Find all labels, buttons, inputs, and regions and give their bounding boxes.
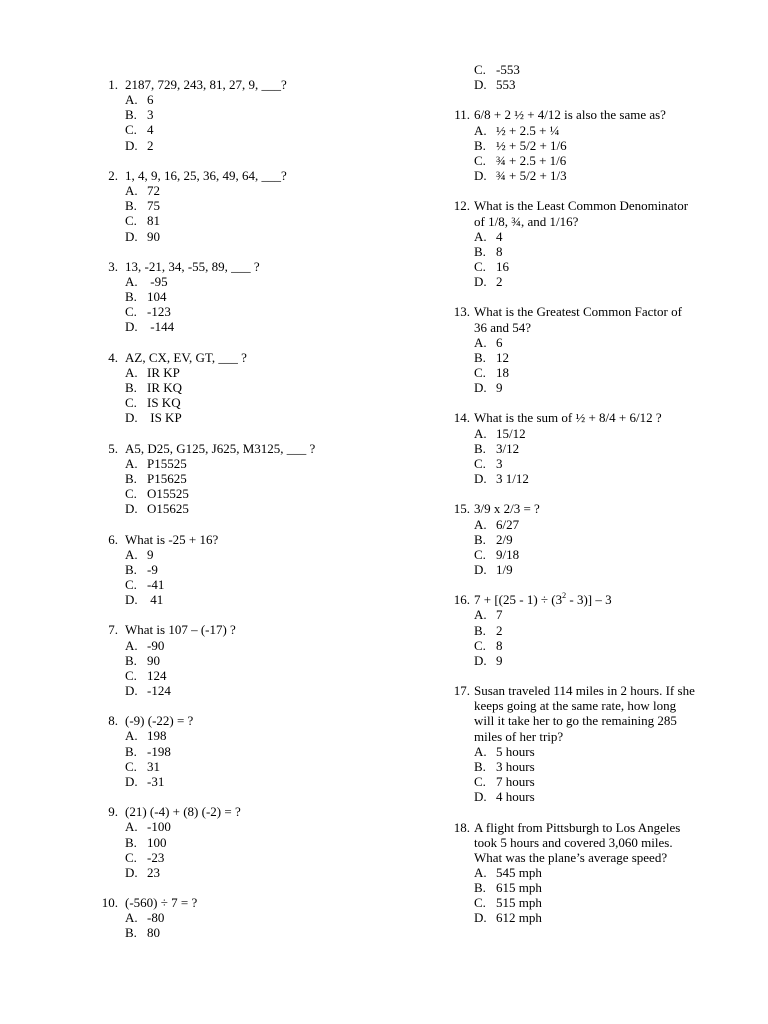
option-text: 3/12	[496, 440, 520, 456]
option-letter: A.	[125, 546, 138, 562]
option-letter: B.	[474, 531, 486, 547]
option-text: -198	[147, 743, 171, 759]
option-text: 515 mph	[496, 895, 542, 911]
option-letter: A.	[474, 334, 487, 350]
option-letter: B.	[474, 440, 486, 456]
option-text: IR KQ	[147, 380, 183, 395]
option-text: 80	[147, 925, 160, 941]
option-letter: D.	[474, 910, 487, 926]
option-letter: B.	[125, 289, 137, 305]
question-text: of 1/8, ¾, and 1/16?	[474, 213, 579, 229]
question-number: 12.	[453, 198, 470, 214]
option-letter: B.	[125, 834, 137, 850]
option-letter: C.	[125, 395, 137, 411]
question-text: 36 and 54?	[474, 319, 532, 335]
option-text: 2	[496, 622, 503, 638]
option-letter: D.	[474, 789, 487, 805]
option-text: ¾ + 5/2 + 1/3	[496, 168, 567, 184]
option-text: 2	[496, 274, 503, 290]
question-number: 18.	[453, 819, 470, 835]
option-text: 90	[147, 228, 160, 244]
option-text: 3	[147, 107, 154, 123]
option-text: 6	[496, 334, 503, 350]
option-letter: C.	[474, 152, 486, 168]
option-letter: D.	[125, 683, 138, 698]
option-letter: A.	[474, 516, 487, 532]
question-text: 3/9 x 2/3 = ?	[474, 501, 540, 517]
option-text: 4	[147, 122, 154, 138]
option-letter: A.	[474, 228, 487, 244]
option-text: 9	[496, 380, 503, 396]
option-letter: A.	[125, 910, 138, 926]
option-letter: A.	[125, 728, 138, 744]
option-letter: A.	[125, 273, 138, 289]
option-text: -553	[496, 62, 520, 77]
question-text: took 5 hours and covered 3,060 miles.	[474, 834, 673, 850]
option-text: 7	[496, 607, 503, 623]
question-text: Susan traveled 114 miles in 2 hours. If she	[474, 683, 695, 699]
option-letter: B.	[125, 380, 137, 395]
option-text: 23	[147, 864, 160, 880]
question-text: 1, 4, 9, 16, 25, 36, 49, 64, ___?	[125, 167, 287, 183]
question-number: 9.	[108, 804, 118, 820]
option-text: 2/9	[496, 531, 513, 547]
question-text: keeps going at the same rate, how long	[474, 698, 677, 714]
option-letter: C.	[474, 637, 486, 653]
option-letter: C.	[125, 304, 137, 320]
option-letter: C.	[474, 895, 486, 911]
option-letter: A.	[125, 455, 138, 471]
option-letter: C.	[474, 258, 486, 274]
option-letter: D.	[474, 274, 487, 290]
option-letter: D.	[125, 410, 138, 426]
question-text: What is the sum of ½ + 8/4 + 6/12 ?	[474, 410, 662, 426]
question-number: 16.	[453, 592, 470, 608]
option-text: 3 hours	[496, 758, 535, 774]
option-letter: D.	[125, 137, 138, 153]
option-text: IR KP	[147, 364, 180, 380]
option-text: 5 hours	[496, 743, 535, 759]
option-letter: B.	[474, 137, 486, 153]
option-text: O15525	[147, 486, 189, 502]
option-letter: D.	[474, 561, 487, 577]
option-text: -31	[147, 773, 165, 789]
option-text: 9	[496, 652, 503, 668]
option-text: 31	[147, 758, 160, 774]
option-letter: C.	[125, 486, 137, 502]
question-text: A5, D25, G125, J625, M3125, ___ ?	[125, 440, 316, 456]
option-text: 4	[496, 228, 503, 244]
question-number: 7.	[108, 622, 118, 638]
option-letter: C.	[474, 62, 486, 77]
option-text: ¾ + 2.5 + 1/6	[496, 152, 567, 168]
option-letter: A.	[125, 364, 138, 380]
option-letter: D.	[474, 380, 487, 396]
question-number: 13.	[453, 304, 470, 320]
option-text: 1/9	[496, 561, 513, 577]
option-text: 6	[147, 92, 154, 108]
question-text: (-560) ÷ 7 = ?	[125, 895, 198, 911]
question-number: 14.	[453, 410, 470, 426]
option-letter: B.	[125, 561, 137, 577]
option-letter: C.	[125, 213, 137, 229]
option-text: IS KP	[147, 410, 182, 426]
option-letter: D.	[474, 168, 487, 184]
option-letter: D.	[474, 471, 487, 487]
option-letter: D.	[125, 228, 138, 244]
question-text: $7 + [(25 - 1) \div (3^2 - 3)] - 3$	[474, 590, 612, 608]
option-text: 16	[496, 258, 509, 274]
question-number: 4.	[108, 349, 118, 365]
option-letter: D.	[125, 773, 138, 789]
option-text: P15525	[147, 455, 187, 471]
option-letter: A.	[474, 425, 487, 441]
option-letter: B.	[125, 470, 137, 486]
question-number: 2.	[108, 167, 118, 183]
question-number: 6.	[108, 531, 118, 547]
option-text: -80	[147, 910, 165, 926]
question-text: miles of her trip?	[474, 728, 564, 744]
option-text: 3 1/12	[496, 471, 529, 487]
option-text: 4 hours	[496, 789, 535, 805]
option-text: 612 mph	[496, 910, 542, 926]
option-letter: D.	[125, 592, 138, 608]
option-letter: C.	[125, 667, 137, 683]
option-letter: A.	[474, 864, 487, 880]
question-text: 13, -21, 34, -55, 89, ___ ?	[125, 258, 260, 274]
option-text: 104	[147, 289, 167, 305]
option-text: -23	[147, 849, 165, 865]
option-letter: B.	[125, 107, 137, 123]
question-number: 10.	[101, 895, 118, 911]
option-letter: C.	[125, 758, 137, 774]
option-letter: B.	[474, 758, 486, 774]
option-text: 100	[147, 834, 167, 850]
option-text: 9/18	[496, 546, 520, 562]
option-text: -123	[147, 304, 171, 320]
question-number: 3.	[108, 258, 118, 274]
option-text: 8	[496, 637, 503, 653]
option-text: ½ + 2.5 + ¼	[496, 122, 560, 138]
option-text: 7 hours	[496, 774, 535, 790]
option-letter: A.	[474, 743, 487, 759]
option-text: 124	[147, 667, 167, 683]
option-letter: A.	[125, 819, 138, 835]
question-text: What is -25 + 16?	[125, 531, 219, 547]
option-text: -144	[147, 319, 175, 335]
option-text: 15/12	[496, 425, 526, 441]
option-text: -41	[147, 576, 165, 592]
option-text: P15625	[147, 470, 187, 486]
option-text: 9	[147, 546, 154, 562]
option-text: 90	[147, 652, 160, 668]
option-text: ½ + 5/2 + 1/6	[496, 137, 567, 153]
option-letter: B.	[125, 743, 137, 759]
option-text: 75	[147, 198, 160, 214]
option-letter: A.	[474, 122, 487, 138]
question-text: What is the Greatest Common Factor of	[474, 304, 682, 320]
option-text: 553	[496, 77, 516, 93]
option-letter: B.	[474, 622, 486, 638]
option-letter: D.	[125, 319, 138, 335]
question-text: 6/8 + 2 ½ + 4/12 is also the same as?	[474, 107, 666, 123]
question-number: 17.	[453, 683, 470, 699]
question-text: What is 107 – (-17) ?	[125, 622, 236, 638]
option-text: IS KQ	[147, 395, 181, 411]
option-letter: A.	[125, 637, 138, 653]
option-letter: B.	[474, 880, 486, 896]
question-text: What was the plane’s average speed?	[474, 849, 668, 865]
option-letter: C.	[474, 774, 486, 790]
option-text: 72	[147, 183, 160, 199]
option-letter: D.	[474, 77, 487, 93]
option-letter: C.	[474, 365, 486, 380]
question-text: What is the Least Common Denominator	[474, 198, 689, 214]
question-number: 11.	[454, 107, 470, 123]
question-text: (21) (-4) + (8) (-2) = ?	[125, 804, 241, 820]
option-letter: A.	[125, 183, 138, 199]
option-text: -124	[147, 683, 171, 698]
option-letter: B.	[125, 198, 137, 214]
option-text: 8	[496, 243, 503, 259]
question-number: 8.	[108, 713, 118, 729]
option-text: 18	[496, 365, 509, 380]
option-letter: B.	[474, 349, 486, 365]
option-text: -95	[147, 273, 168, 289]
option-text: 41	[147, 592, 164, 608]
option-letter: B.	[474, 243, 486, 259]
option-text: 6/27	[496, 516, 520, 532]
question-text: A flight from Pittsburgh to Los Angeles	[474, 819, 681, 835]
question-number: 5.	[108, 440, 118, 456]
option-text: 2	[147, 137, 154, 153]
option-text: 3	[496, 455, 503, 471]
option-text: 12	[496, 349, 509, 365]
option-text: O15625	[147, 501, 189, 517]
option-letter: A.	[125, 92, 138, 108]
option-letter: D.	[474, 652, 487, 668]
option-letter: A.	[474, 607, 487, 623]
option-text: 615 mph	[496, 880, 542, 896]
option-text: -100	[147, 819, 171, 835]
option-text: -9	[147, 561, 158, 577]
option-letter: C.	[474, 455, 486, 471]
question-text: 2187, 729, 243, 81, 27, 9, ___?	[125, 77, 287, 92]
question-number: 15.	[453, 501, 470, 517]
option-letter: C.	[125, 849, 137, 865]
option-text: 545 mph	[496, 864, 542, 880]
option-letter: D.	[125, 864, 138, 880]
option-text: 81	[147, 213, 160, 229]
question-number: 1.	[108, 77, 118, 92]
question-text: AZ, CX, EV, GT, ___ ?	[125, 349, 247, 365]
question-text: will it take her to go the remaining 285	[474, 713, 677, 729]
option-letter: C.	[125, 122, 137, 138]
option-text: 198	[147, 728, 167, 744]
option-letter: C.	[474, 546, 486, 562]
option-letter: B.	[125, 925, 137, 941]
option-letter: C.	[125, 576, 137, 592]
option-letter: D.	[125, 501, 138, 517]
option-text: -90	[147, 637, 165, 653]
question-text: (-9) (-22) = ?	[125, 713, 194, 729]
option-letter: B.	[125, 652, 137, 668]
